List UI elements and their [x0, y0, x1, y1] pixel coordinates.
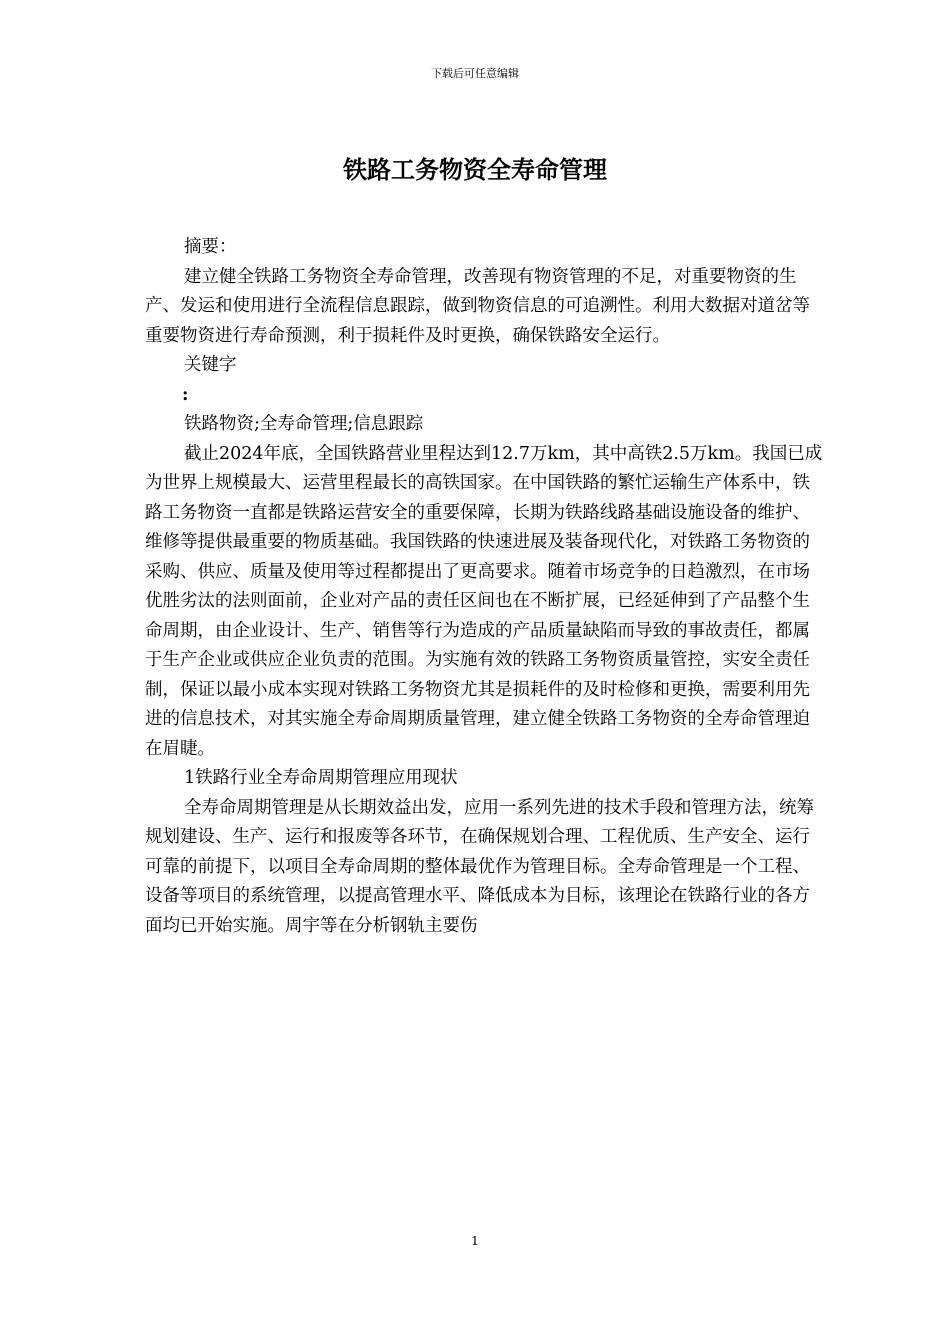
abstract-text: 建立健全铁路工务物资全寿命管理，改善现有物资管理的不足，对重要物资的生产、发运和使用进行全流程信息跟踪，做到物资信息的可追溯性。利用大数据对道岔等重要物资进行寿命预测，利于损耗件及时更换，确保铁路安全运行。	[145, 266, 810, 346]
keywords-label: 关键字	[184, 355, 237, 375]
keywords-text: 铁路物资;全寿命管理;信息跟踪	[184, 414, 424, 434]
page-header: 下载后可任意编辑	[431, 67, 519, 80]
document-body	[145, 233, 825, 941]
section-heading: 1铁路行业全寿命周期管理应用现状	[184, 768, 458, 788]
keywords-colon: :	[182, 384, 189, 405]
page-number: 1	[471, 1234, 479, 1248]
body-paragraph: 全寿命周期管理是从长期效益出发，应用一系列先进的技术手段和管理方法，统筹规划建设、生产、运行和报废等各环节，在确保规划合理、工程优质、生产安全、运行可靠的前提下，以项目全寿命周期的整体最优作为管理目标。全寿命管理是一个工程、设备等项目的系统管理，以提高管理水平、降低成本为目标，该理论在铁路行业的各方面均已开始实施。周宇等在分析钢轨主要伤	[145, 797, 814, 936]
body-paragraph: 截止2024年底，全国铁路营业里程达到12.7万km，其中高铁2.5万km。我国已成为世界上规模最大、运营里程最长的高铁国家。在中国铁路的繁忙运输生产体系中，铁路工务物资一直都是铁路运营安全的重要保障，长期为铁路线路基础设施设备的维护、维修等提供最重要的物质基础。我国铁路的快速进展及装备现代化，对铁路工务物资的采购、供应、质量及使用等过程都提出了更高要求。随着市场竞争的日趋激烈，在市场优胜劣汰的法则面前，企业对产品的责任区间也在不断扩展，已经延伸到了产品整个生命周期，由企业设计、生产、销售等行为造成的产品质量缺陷而导致的事故责任，都属于生产企业或供应企业负责的范围。为实施有效的铁路工务物资质量管控，实安全责任制，保证以最小成本实现对铁路工务物资尤其是损耗件的及时检修和更换，需要利用先进的信息技术，对其实施全寿命周期质量管理，建立健全铁路工务物资的全寿命管理迫在眉睫。	[145, 443, 823, 759]
document-title: 铁路工务物资全寿命管理	[343, 155, 607, 184]
abstract-label: 摘要：	[184, 237, 237, 257]
